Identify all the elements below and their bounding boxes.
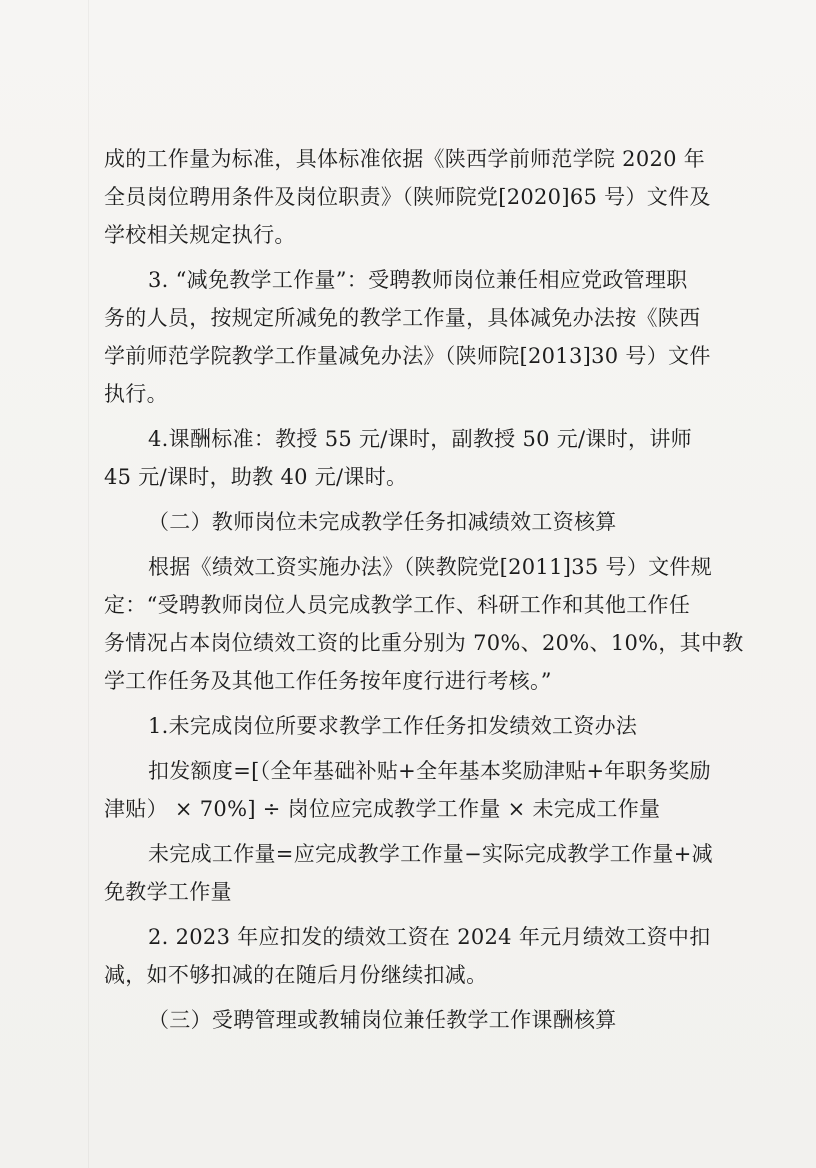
text-line: 务的人员，按规定所减免的教学工作量，具体减免办法按《陕西 [104,306,701,330]
section-heading: （三）受聘管理或教辅岗位兼任教学工作课酬核算 [148,1008,617,1032]
text-line: 45 元/课时，助教 40 元/课时。 [104,465,408,489]
text-line: 2. 2023 年应扣发的绩效工资在 2024 年元月绩效工资中扣 [148,925,711,949]
formula-line: 扣发额度=[（全年基础补贴+全年基本奖励津贴+年职务奖励 [148,759,711,783]
text-line: 4.课酬标准：教授 55 元/课时，副教授 50 元/课时，讲师 [148,427,692,451]
scan-edge [88,0,89,1168]
formula-line: 未完成工作量=应完成教学工作量−实际完成教学工作量+减 [148,842,713,866]
text-line: 学前师范学院教学工作量减免办法》（陕师院[2013]30 号）文件 [104,344,711,368]
document-body [104,140,744,1039]
text-line: 1.未完成岗位所要求教学工作任务扣发绩效工资办法 [148,714,638,738]
text-line: 务情况占本岗位绩效工资的比重分别为 70%、20%、10%，其中教 [104,631,744,655]
text-line: 全员岗位聘用条件及岗位职责》（陕师院党[2020]65 号）文件及 [104,185,711,209]
text-line: 定：“受聘教师岗位人员完成教学工作、科研工作和其他工作任 [104,593,691,617]
section-heading: （二）教师岗位未完成教学任务扣减绩效工资核算 [148,510,617,534]
formula-line: 津贴） × 70%] ÷ 岗位应完成教学工作量 × 未完成工作量 [104,797,661,821]
text-line: 学校相关规定执行。 [104,223,296,247]
text-line: 成的工作量为标准，具体标准依据《陕西学前师范学院 2020 年 [104,147,706,171]
text-line: 减，如不够扣减的在随后月份继续扣减。 [104,963,488,987]
text-line: 3. “减免教学工作量”：受聘教师岗位兼任相应党政管理职 [148,268,688,292]
formula-line: 免教学工作量 [104,880,232,904]
text-line: 学工作任务及其他工作任务按年度行进行考核。” [104,669,552,693]
text-line: 根据《绩效工资实施办法》（陕教院党[2011]35 号）文件规 [148,555,713,579]
text-line: 执行。 [104,382,168,406]
